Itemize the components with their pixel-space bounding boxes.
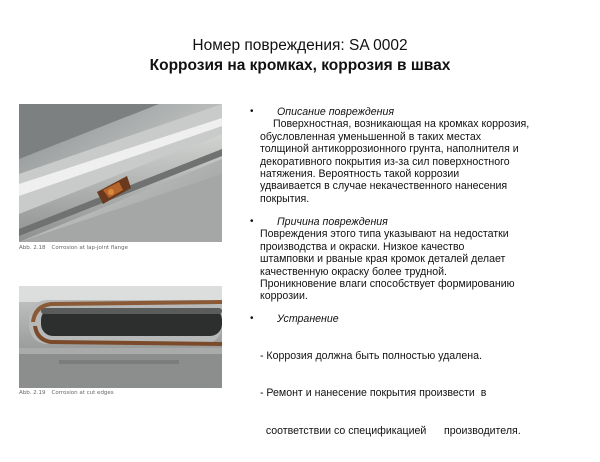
text-line: Проникновение влаги способствует формированию [260,278,515,291]
text-line: соответствии со спецификацией производителя. [257,424,521,437]
text-line: удваивается в случае некачественного нанесения [260,180,508,193]
section-description [250,106,590,205]
section-body [255,325,590,461]
section-body [255,118,590,130]
caption-number: Abb. 2.18 [19,245,46,251]
photo-caption-2 [19,390,114,396]
text-line: натяжения. Вероятность такой коррозии [260,168,460,181]
text-line: - Ремонт и нанесение покрытия произвести в [257,387,487,400]
photo-caption-1 [19,245,128,251]
section-body-continued [255,131,590,205]
damage-number-title: Номер повреждения: SA 0002 [192,37,408,54]
section-heading: Устранение [277,313,339,325]
bullet: • [250,216,254,227]
text-line: качественную окраску более трудной. [260,265,447,278]
text-line: покрытия. [260,192,310,205]
caption-text: Corrosion at cut edges [51,390,114,396]
section-cause [250,216,590,303]
section-heading: Причина повреждения [277,216,388,228]
text-line: Повреждения этого типа указывают на недостатки [260,228,509,241]
photo-cut-edge-corrosion [19,286,222,388]
text-line: толщиной антикоррозионного грунта, наполнителя и [260,143,519,156]
text-line: Поверхностная, возникающая на кромках коррозия, [273,118,530,131]
bullet: • [250,313,254,324]
caption-number: Abb. 2.19 [19,390,46,396]
text-line: - Коррозия должна быть полностью удалена. [257,350,482,363]
text-line: коррозии. [260,290,308,303]
section-remedy [250,313,590,462]
section-body [255,228,590,302]
text-line: штамповки и рваные края кромок деталей делает [260,253,506,266]
section-heading: Описание повреждения [277,106,395,118]
bullet: • [250,106,254,117]
damage-type-title: Коррозия на кромках, коррозия в швах [149,57,451,74]
caption-text: Corrosion at lap-joint flange [51,245,129,251]
text-line: производства и окраски. Низкое качество [260,240,465,253]
text-line: декоративного покрытия из-за сил поверхностного [260,155,510,168]
text-line: обусловленная уменьшенной в таких местах [260,130,482,143]
photo-lap-joint-corrosion [19,104,222,242]
